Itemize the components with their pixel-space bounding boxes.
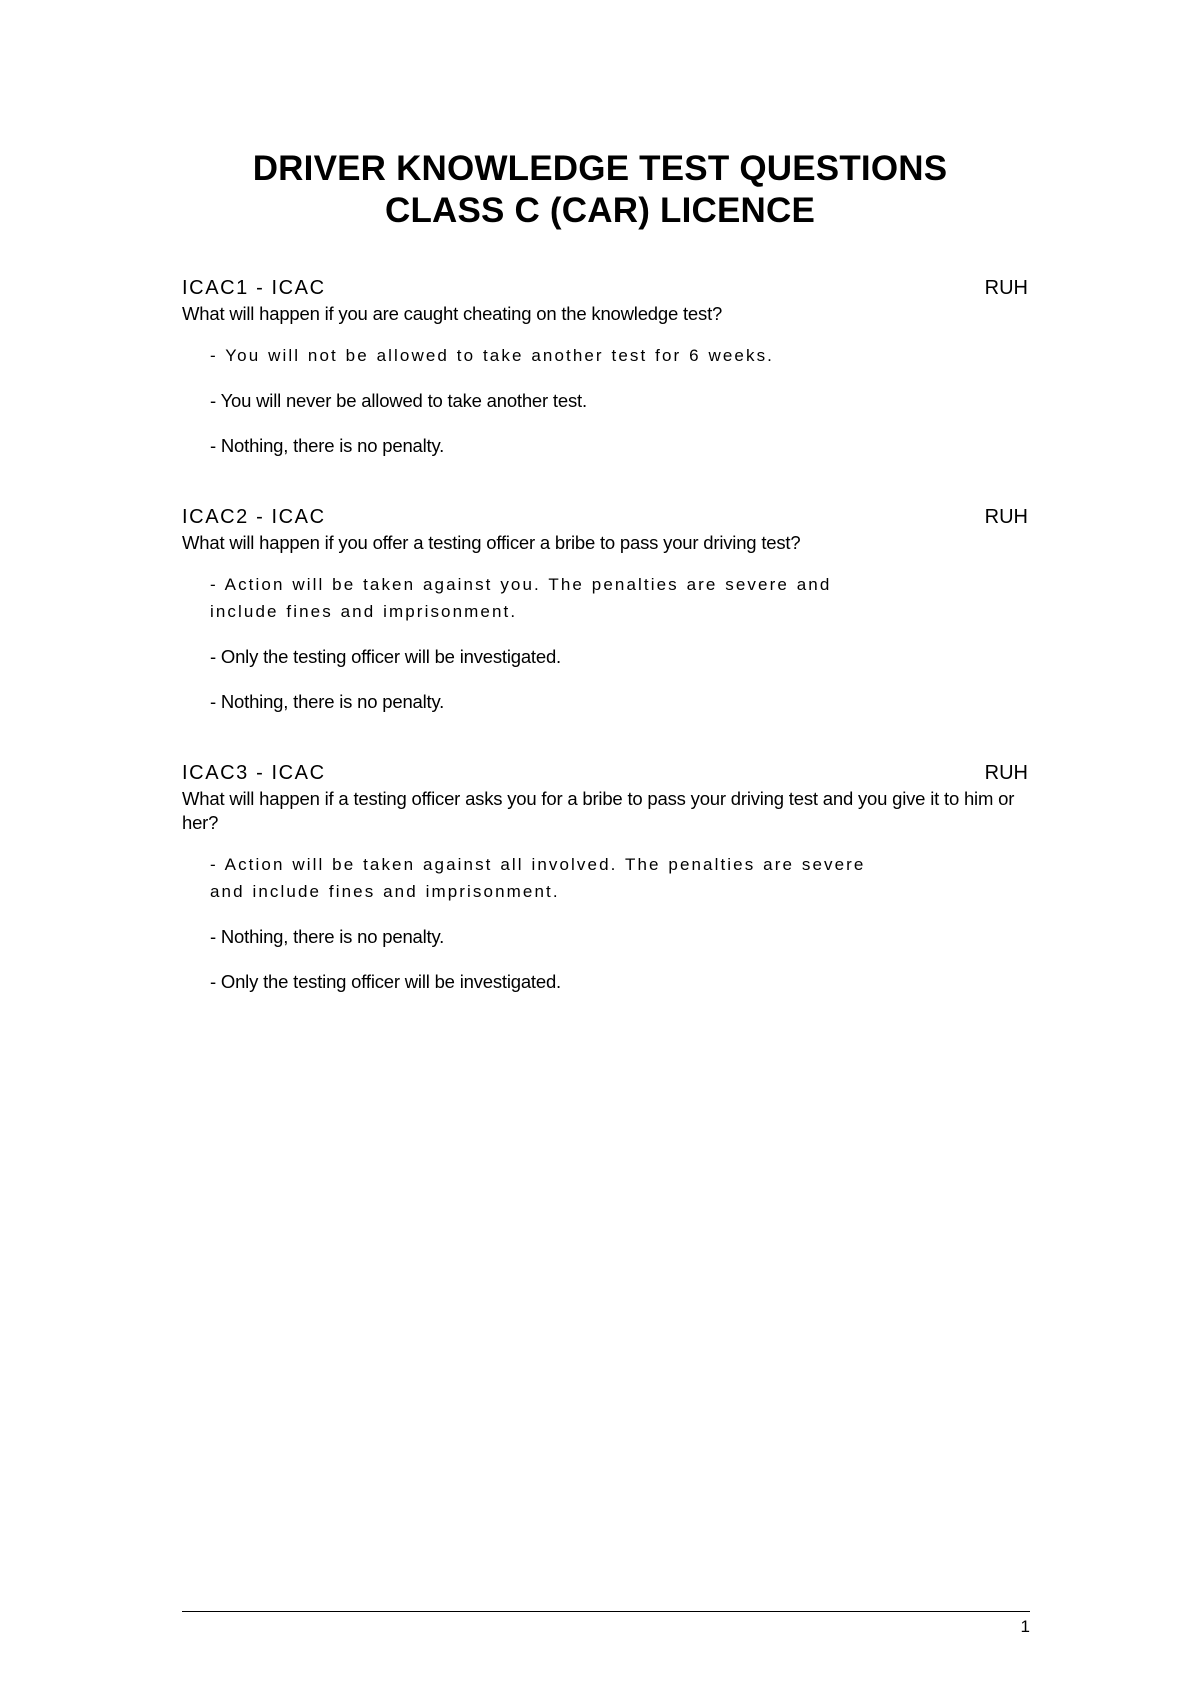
- question-code: ICAC3 - ICAC: [182, 762, 326, 784]
- question-tag: RUH: [984, 762, 1028, 784]
- question-tag: RUH: [984, 277, 1028, 299]
- answer-option: - Action will be taken against you. The penalties are severe and include fines and imprisonment.: [210, 575, 832, 621]
- answer-option: - Only the testing officer will be investigated.: [210, 646, 561, 667]
- question-list: [182, 276, 1028, 1041]
- answer-options: [210, 851, 1028, 995]
- title-line-1: DRIVER KNOWLEDGE TEST QUESTIONS: [252, 149, 948, 188]
- question-text: What will happen if a testing officer asks you for a bribe to pass your driving test and you give it to him or her?: [182, 788, 1015, 833]
- question-code: ICAC1 - ICAC: [182, 277, 326, 299]
- answer-option: - Only the testing officer will be investigated.: [210, 971, 561, 992]
- document-title: [0, 148, 1200, 232]
- page-number: 1: [1020, 1617, 1030, 1636]
- answer-option: - Nothing, there is no penalty.: [210, 435, 445, 456]
- question-text: What will happen if you offer a testing officer a bribe to pass your driving test?: [182, 532, 801, 553]
- question-header: [182, 505, 1028, 531]
- question-icac1: [182, 276, 1028, 459]
- question-icac2: [182, 505, 1028, 715]
- answer-option: - You will never be allowed to take another test.: [210, 390, 587, 411]
- answer-options: [210, 571, 1028, 715]
- question-text: What will happen if you are caught cheating on the knowledge test?: [182, 303, 723, 324]
- question-tag: RUH: [984, 506, 1028, 528]
- question-code: ICAC2 - ICAC: [182, 506, 326, 528]
- answer-options: [210, 342, 1028, 459]
- question-header: [182, 761, 1028, 787]
- question-icac3: [182, 761, 1028, 995]
- footer-divider: [182, 1611, 1030, 1612]
- answer-option: - Nothing, there is no penalty.: [210, 691, 445, 712]
- answer-option: - You will not be allowed to take another test for 6 weeks.: [210, 346, 774, 365]
- answer-option: - Action will be taken against all involved. The penalties are severe and include fines and imprisonment.: [210, 855, 866, 901]
- answer-option: - Nothing, there is no penalty.: [210, 926, 445, 947]
- title-line-2: CLASS C (CAR) LICENCE: [384, 191, 816, 230]
- question-header: [182, 276, 1028, 302]
